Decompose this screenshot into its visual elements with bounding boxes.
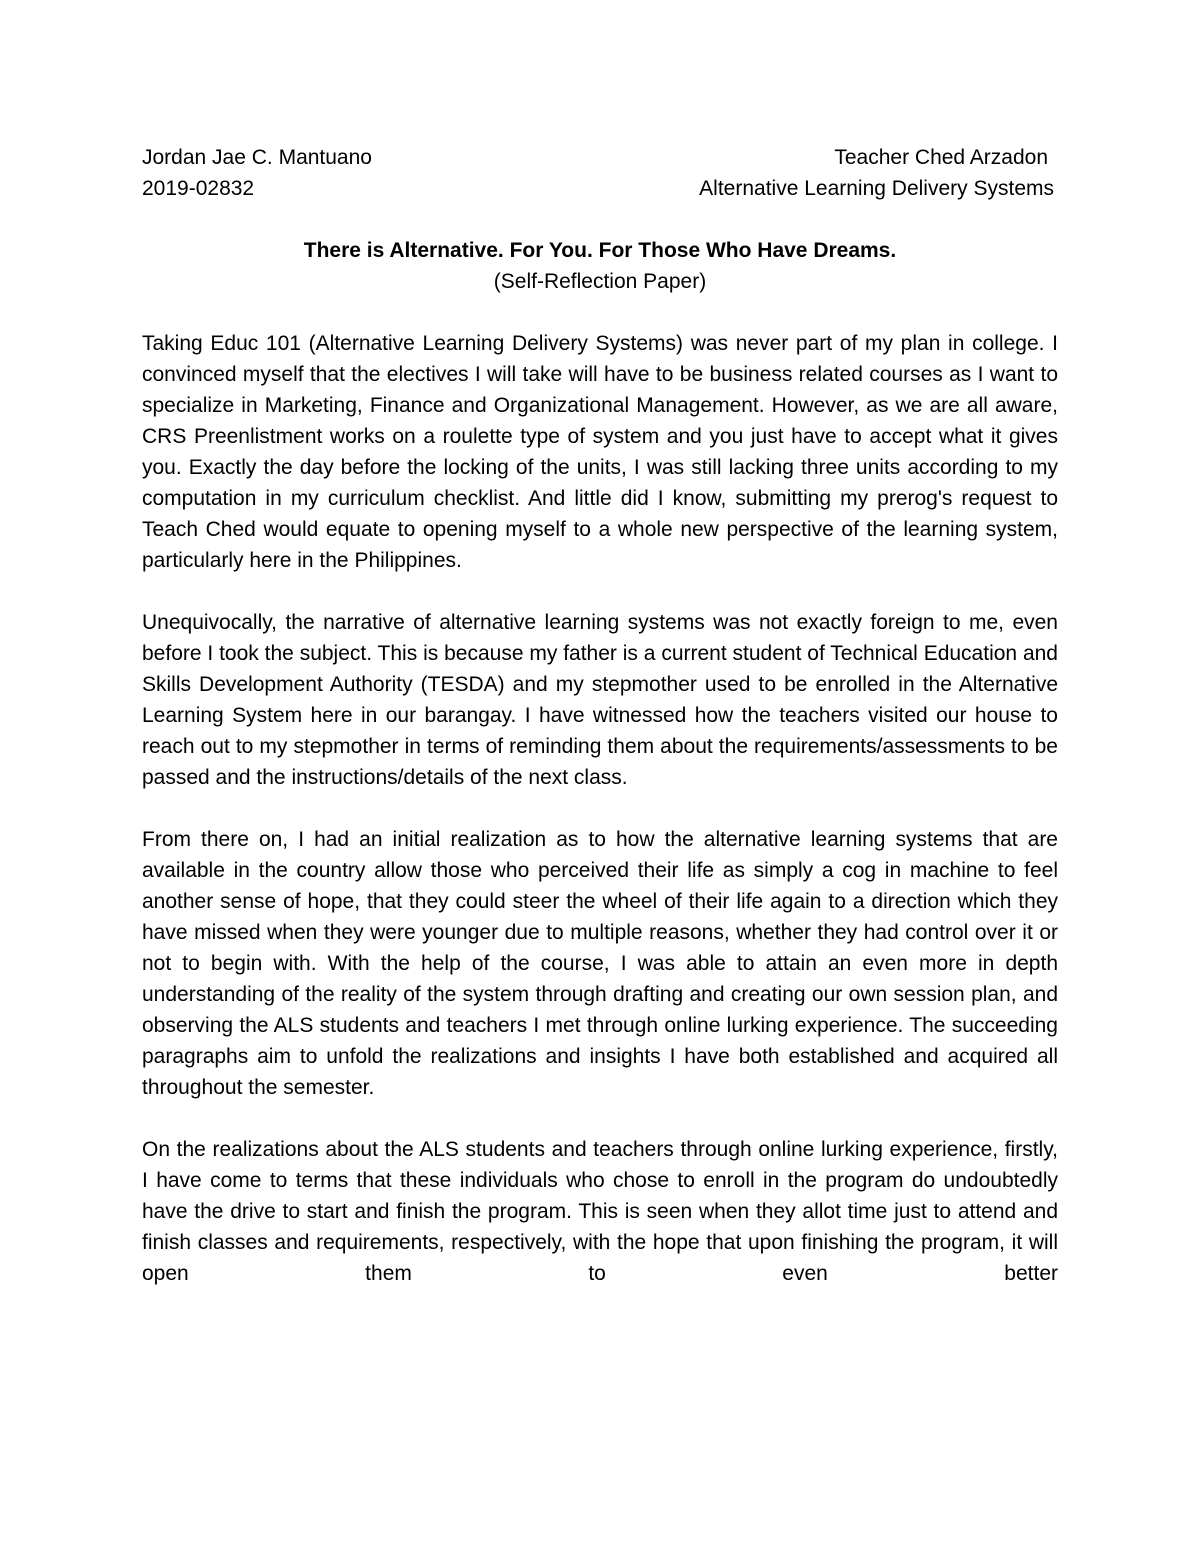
teacher-name: Teacher Ched Arzadon	[834, 146, 1048, 169]
paper-subtitle: (Self-Reflection Paper)	[493, 270, 707, 293]
student-number: 2019-02832	[142, 177, 255, 200]
paragraph: Unequivocally, the narrative of alternative learning systems was not exactly foreign to me, even before I took the subject. This is because my father is a current student of Technical Education and Skills Development Authority (TESDA) and my stepmother used to be enrolled in the Alternative Learning System here in our barangay. I have witnessed how the teachers visited our house to reach out to my stepmother in terms of reminding them about the requirements/assessments to be passed and the instructions/details of the next class.	[142, 611, 1058, 789]
title-block	[142, 235, 1058, 297]
paragraph: On the realizations about the ALS students and teachers through online lurking experience, firstly, I have come to terms that these individuals who chose to enroll in the program do undoubtedly have the drive to start and finish the program. This is seen when they allot time just to attend and finish classes and requirements, respectively, with the hope that upon finishing the program, it will open them to even better	[142, 1138, 1058, 1285]
author-info	[142, 142, 372, 204]
course-info	[699, 142, 1054, 204]
paper-title: There is Alternative. For You. For Those Who Have Dreams.	[303, 239, 897, 262]
paragraph: From there on, I had an initial realization as to how the alternative learning systems that are available in the country allow those who perceived their life as simply a cog in machine to feel another sense of hope, that they could steer the wheel of their life again to a direction which they have missed when they were younger due to multiple reasons, whether they had control over it or not to begin with. With the help of the course, I was able to attain an even more in depth understanding of the reality of the system through drafting and creating our own session plan, and observing the ALS students and teachers I met through online lurking experience. The succeeding paragraphs aim to unfold the realizations and insights I have both established and acquired all throughout the semester.	[142, 828, 1058, 1099]
author-name: Jordan Jae C. Mantuano	[142, 146, 372, 169]
course-name: Alternative Learning Delivery Systems	[699, 177, 1054, 200]
body-text	[142, 328, 1058, 1289]
paragraph: Taking Educ 101 (Alternative Learning Delivery Systems) was never part of my plan in college. I convinced myself that the electives I will take will have to be business related courses as I want to specialize in Marketing, Finance and Organizational Management. However, as we are all aware, CRS Preenlistment works on a roulette type of system and you just have to accept what it gives you. Exactly the day before the locking of the units, I was still lacking three units according to my computation in my curriculum checklist. And little did I know, submitting my prerog's request to Teach Ched would equate to opening myself to a whole new perspective of the learning system, particularly here in the Philippines.	[142, 332, 1058, 572]
